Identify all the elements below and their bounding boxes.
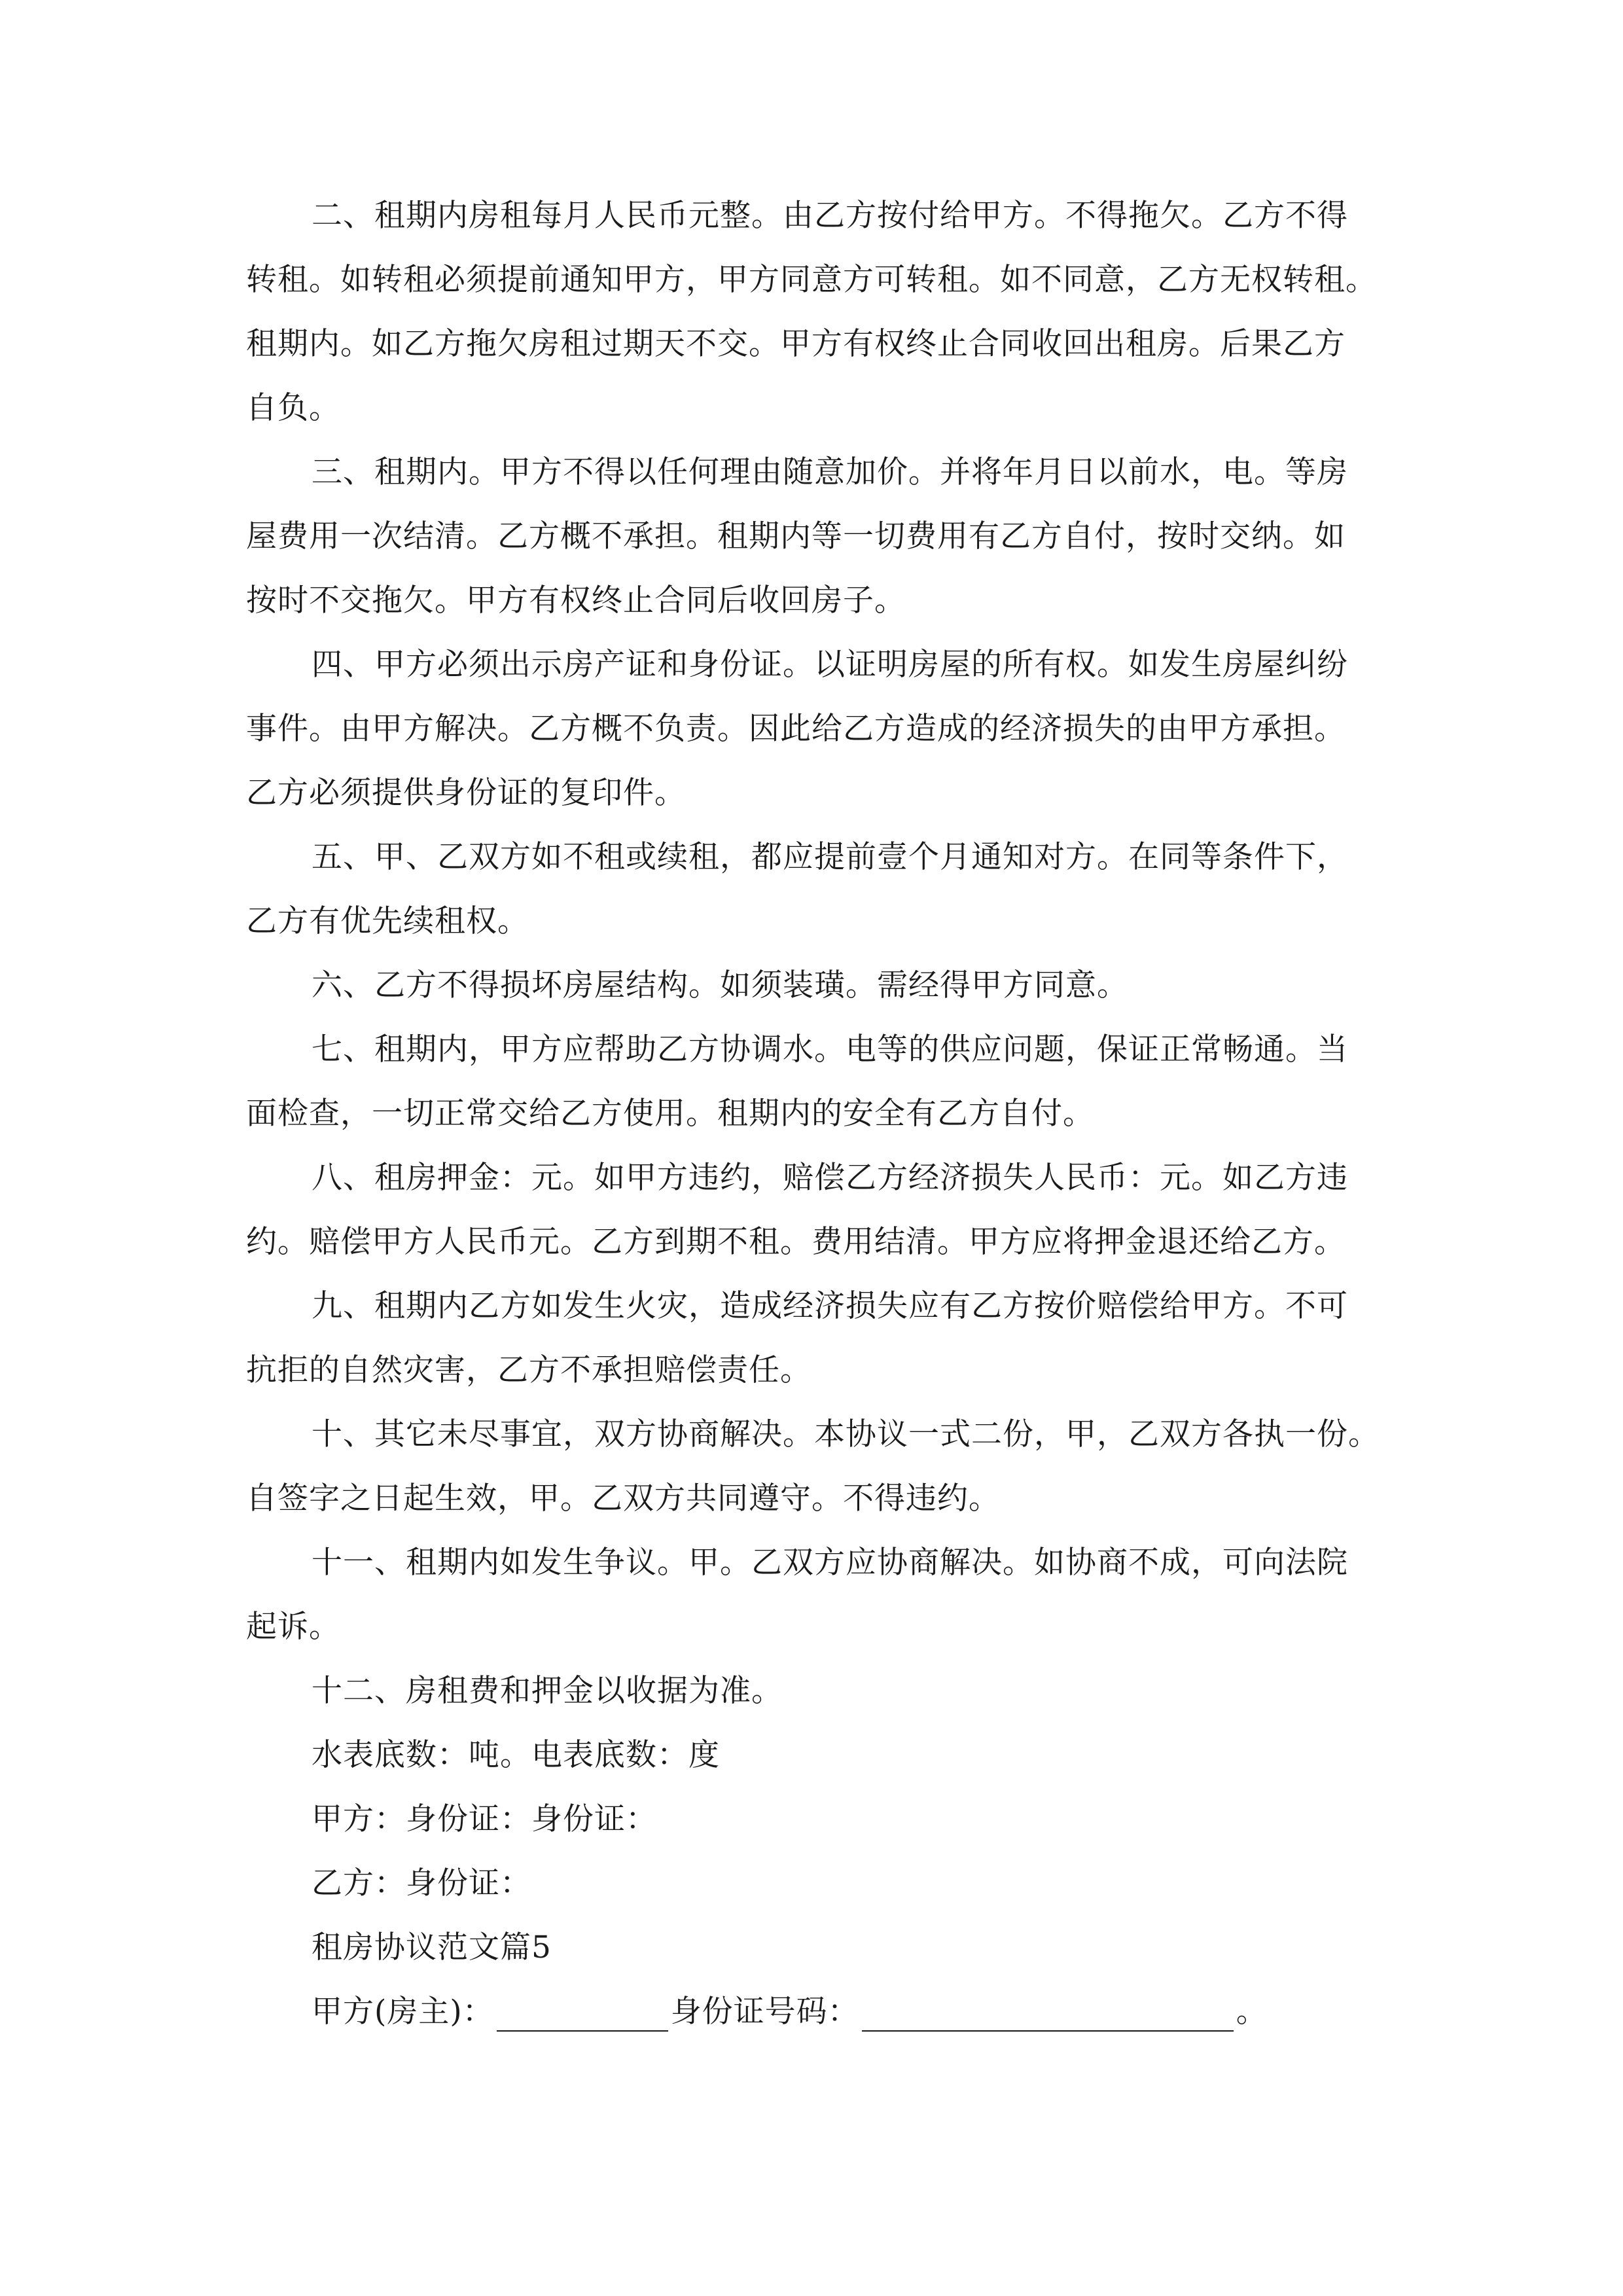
- landlord-end-mark: 。: [1236, 1994, 1268, 2030]
- meter-readings-line: 水表底数：吨。电表底数：度: [312, 1737, 720, 1773]
- clause-11-line-2: 起诉。: [246, 1609, 340, 1645]
- clause-7-line-2: 面检查，一切正常交给乙方使用。租期内的安全有乙方自付。: [246, 1096, 1094, 1132]
- clause-4-line-3: 乙方必须提供身份证的复印件。: [246, 775, 686, 811]
- landlord-form-line: [312, 1992, 1268, 2032]
- clause-10-line-2: 自签字之日起生效，甲。乙双方共同遵守。不得违约。: [246, 1480, 1000, 1516]
- clause-2-line-1: 二、租期内房租每月人民币元整。由乙方按付给甲方。不得拖欠。乙方不得: [312, 198, 1348, 234]
- clause-5-line-2: 乙方有优先续租权。: [246, 903, 529, 939]
- clause-2-line-3: 租期内。如乙方拖欠房租过期天不交。甲方有权终止合同收回出租房。后果乙方: [246, 326, 1346, 362]
- clause-3-line-3: 按时不交拖欠。甲方有权终止合同后收回房子。: [246, 583, 906, 619]
- clause-8-line-2: 约。赔偿甲方人民币元。乙方到期不租。费用结清。甲方应将押金退还给乙方。: [246, 1224, 1346, 1260]
- clause-7-line-1: 七、租期内，甲方应帮助乙方协调水。电等的供应问题，保证正常畅通。当: [312, 1031, 1348, 1067]
- clause-3-line-2: 屋费用一次结清。乙方概不承担。租期内等一切费用有乙方自付，按时交纳。如: [246, 518, 1346, 554]
- party-a-id-line: 甲方：身份证：身份证：: [312, 1801, 657, 1837]
- landlord-name-blank: [497, 2001, 668, 2032]
- clause-6-line-1: 六、乙方不得损坏房屋结构。如须装璜。需经得甲方同意。: [312, 967, 1128, 1003]
- clause-3-line-1: 三、租期内。甲方不得以任何理由随意加价。并将年月日以前水，电。等房: [312, 454, 1348, 490]
- clause-8-line-1: 八、租房押金：元。如甲方违约，赔偿乙方经济损失人民币：元。如乙方违: [312, 1160, 1348, 1196]
- landlord-id-blank: [862, 2001, 1234, 2032]
- party-b-id-line: 乙方：身份证：: [312, 1865, 531, 1901]
- clause-9-line-2: 抗拒的自然灾害，乙方不承担赔偿责任。: [246, 1352, 812, 1388]
- clause-9-line-1: 九、租期内乙方如发生火灾，造成经济损失应有乙方按价赔偿给甲方。不可: [312, 1288, 1348, 1324]
- clause-2-line-4: 自负。: [246, 390, 340, 426]
- clause-2-line-2: 转租。如转租必须提前通知甲方，甲方同意方可转租。如不同意，乙方无权转租。: [246, 262, 1377, 298]
- clause-12-line-1: 十二、房租费和押金以收据为准。: [312, 1673, 783, 1709]
- clause-4-line-2: 事件。由甲方解决。乙方概不负责。因此给乙方造成的经济损失的由甲方承担。: [246, 711, 1346, 747]
- landlord-id-label: 身份证号码：: [670, 1994, 859, 2030]
- clause-11-line-1: 十一、租期内如发生争议。甲。乙双方应协商解决。如协商不成，可向法院: [312, 1545, 1348, 1581]
- clause-5-line-1: 五、甲、乙双方如不租或续租，都应提前壹个月通知对方。在同等条件下，: [312, 839, 1348, 875]
- clause-10-line-1: 十、其它未尽事宜，双方协商解决。本协议一式二份，甲，乙双方各执一份。: [312, 1416, 1380, 1452]
- clause-4-line-1: 四、甲方必须出示房产证和身份证。以证明房屋的所有权。如发生房屋纠纷: [312, 647, 1348, 683]
- section-title: 租房协议范文篇5: [312, 1929, 552, 1965]
- landlord-label: 甲方(房主)：: [312, 1994, 494, 2030]
